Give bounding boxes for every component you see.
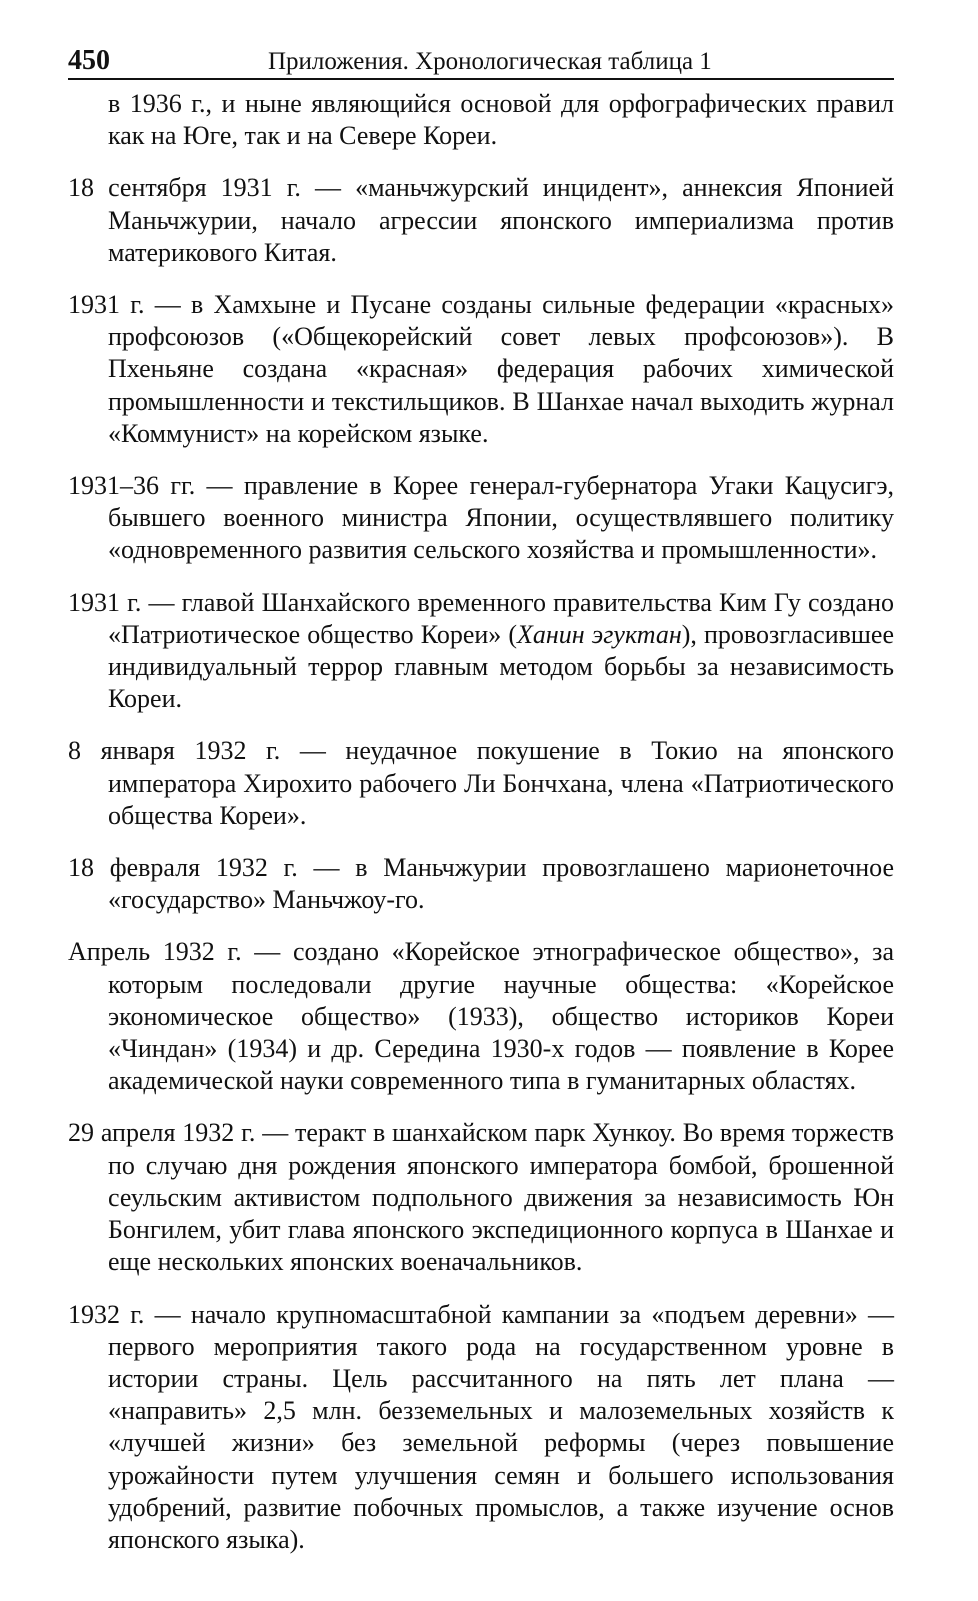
chronology-content [68, 88, 894, 1556]
entry-text: ), провозгласившее индивидуальный террор главным методом борьбы за независимость Кореи. [108, 619, 894, 714]
chronology-entry: 8 января 1932 г. — неудачное покушение в Токио на японского императора Хирохито рабочего Ли Бончхана, члена «Патриотического общества Кореи». [68, 736, 894, 830]
running-head: Приложения. Хронологическая таблица 1 [268, 48, 712, 75]
entry-italic-term: Ханин эгуктан [517, 619, 682, 649]
chronology-entry: 29 апреля 1932 г. — теракт в шанхайском парк Хункоу. Во время торжеств по случаю дня рождения японского императора бомбой, брошенной сеульским активистом подпольного движения за независимость Юн Бонгилем, убит глава японского экспедиционного корпуса в Шанхае и еще нескольких японских военачальников. [68, 1118, 894, 1277]
book-page [68, 40, 894, 1576]
chronology-entry: Апрель 1932 г. — создано «Корейское этнографическое общество», за которым последовали другие научные общества: «Корейское экономическое общество» (1933), общество историков Кореи «Чиндан» (1934) и др. Середина 1930-х годов — появление в Корее академической науки современного типа в гуманитарных областях. [68, 937, 894, 1096]
chronology-entry: 1931–36 гг. — правление в Корее генерал-губернатора Угаки Кацусигэ, бывшего военного министра Японии, осуществлявшего политику «одновременного развития сельского хозяйства и промышленности». [68, 471, 894, 565]
chronology-entry: 1931 г. — в Хамхыне и Пусане созданы сильные федерации «красных» профсоюзов («Общекорейский совет левых профсоюзов»). В Пхеньяне создана «красная» федерация рабочих химической промышленности и текстильщиков. В Шанхае начал выходить журнал «Коммунист» на корейском языке. [68, 290, 894, 448]
entry-text: 1931 г. — главой Шанхайского временного правительства Ким Гу создано «Патриотическое общество Кореи» ( [68, 587, 894, 649]
chronology-entry: 1932 г. — начало крупномасштабной кампании за «подъем деревни» — первого мероприятия такого рода на государственном уровне в истории страны. Цель рассчитанного на пять лет плана — «направить» 2,5 млн. безземельных и малоземельных хозяйств к «лучшей жизни» без земельной реформы (через повышение урожайности путем улучшения семян и большего использования удобрений, развитие побочных промыслов, а также изучение основ японского языка). [68, 1299, 894, 1554]
chronology-entry [68, 587, 894, 716]
chronology-entry: в 1936 г., и ныне являющийся основой для орфографических правил как на Юге, так и на Севере Кореи. [108, 89, 894, 151]
chronology-entry: 18 февраля 1932 г. — в Маньчжурии провозглашено марионеточное «государство» Маньчжоу-го. [68, 853, 894, 915]
chronology-entry: 18 сентября 1931 г. — «маньчжурский инцидент», аннексия Японией Маньчжурии, начало агрессии японского империализма против материкового Китая. [68, 173, 894, 267]
page-number: 450 [68, 45, 110, 76]
page-header [68, 40, 894, 80]
